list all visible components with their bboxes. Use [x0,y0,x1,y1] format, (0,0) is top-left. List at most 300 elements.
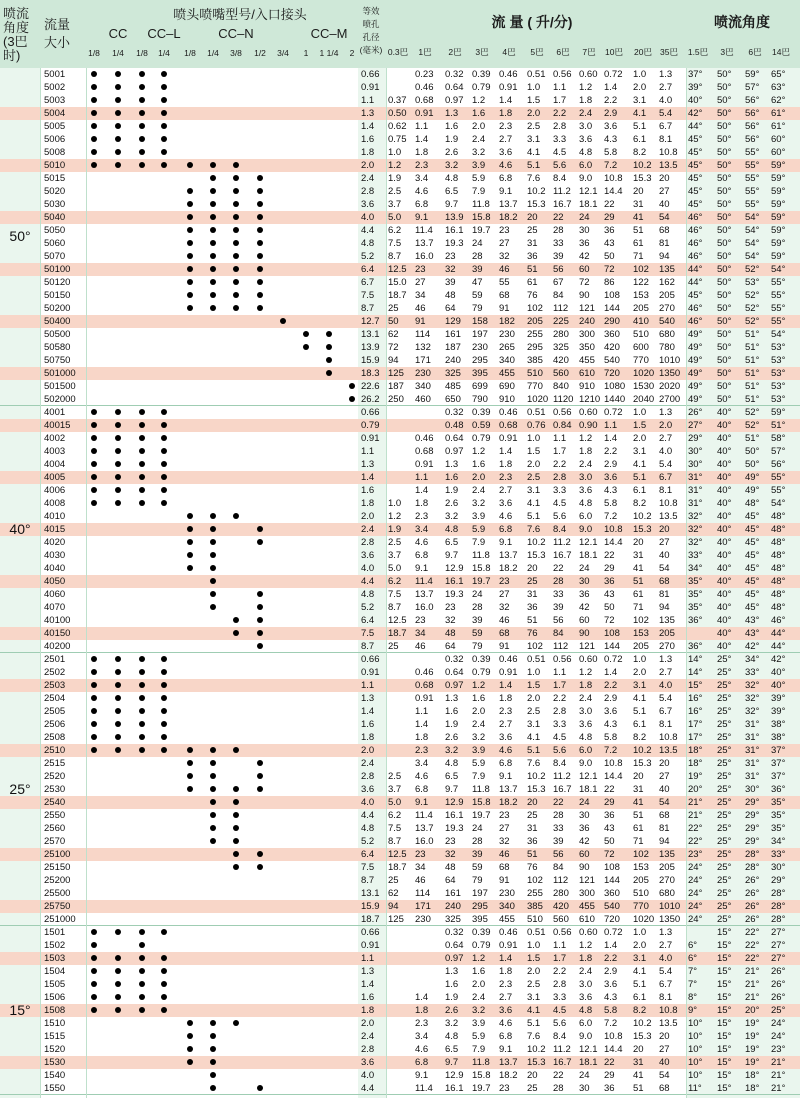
availability-dot [115,97,121,103]
table-row [0,419,800,432]
angle-cell: 53° [771,355,786,366]
angle-cell: 22° [745,927,760,938]
flow-cell: 295 [472,355,488,366]
flow-cell: 325 [445,914,461,925]
flow-cell: 6.2 [388,576,402,587]
angle-cell: 33° [771,849,786,860]
flow-cell: 36 [527,602,538,613]
angle-cell: 45° [688,160,703,171]
flow-cell: 8.4 [553,173,567,184]
flow-cell: 90 [579,862,590,873]
flow-cell: 12.1 [579,771,598,782]
angle-cell: 45° [745,550,760,561]
flow-cell: 144 [604,875,620,886]
angle-cell: 53° [771,381,786,392]
flow-cell: 29 [604,1070,615,1081]
availability-dot [161,474,167,480]
flow-cell: 25 [527,810,538,821]
flow-cell: 12.1 [579,537,598,548]
flow-cell: 10.2 [633,160,652,171]
flow-cell: 24 [579,1070,590,1081]
flow-cell: 420 [553,901,569,912]
availability-dot [210,1072,216,1078]
flow-cell: 3.6 [579,485,593,496]
availability-dot [233,747,239,753]
flow-cell: 240 [445,901,461,912]
flow-cell: 84 [553,290,564,301]
availability-dot [161,136,167,142]
flow-cell: 1.5 [527,446,541,457]
flow-cell: 0.60 [579,407,598,418]
flow-cell: 4.8 [445,524,459,535]
flow-cell: 1.9 [445,719,459,730]
availability-dot [210,825,216,831]
flow-cell: 20 [527,1070,538,1081]
flow-cell: 11.8 [472,550,490,561]
flow-cell: 3.4 [415,524,429,535]
flow-cell: 4.6 [499,511,513,522]
flow-cell: 23 [499,810,510,821]
availability-dot [233,175,239,181]
flow-size-cell: 1501 [44,927,66,938]
flow-cell: 91 [415,316,426,327]
availability-dot [115,734,121,740]
angle-column-label: (3巴 [3,34,28,49]
flow-cell: 2.9 [604,693,618,704]
angle-cell: 49° [688,329,703,340]
column-divider [686,68,687,1098]
flow-cell: 1.7 [553,953,567,964]
flow-cell: 3.2 [472,1005,486,1016]
availability-dot [161,981,167,987]
orifice-diameter-label: 孔径 [362,32,380,42]
flow-cell: 18.1 [579,784,598,795]
flow-cell: 455 [579,901,595,912]
flow-size-cell: 4001 [44,407,66,418]
flow-cell: 0.51 [527,654,546,665]
angle-cell: 15° [717,953,732,964]
angle-cell: 48° [771,576,786,587]
flow-cell: 1.3 [445,108,459,119]
flow-cell: 2.4 [472,485,486,496]
flow-cell: 15.3 [633,1031,652,1042]
flow-cell: 51 [633,225,644,236]
availability-dot [187,760,193,766]
flow-cell: 22 [553,797,564,808]
flow-size-cell: 4020 [44,537,66,548]
flow-cell: 4.6 [415,537,429,548]
flow-cell: 16.7 [553,784,572,795]
orifice-cell: 0.66 [361,69,380,80]
table-row [0,302,800,315]
angle-cell: 59° [771,173,786,184]
availability-dot [161,695,167,701]
flow-cell: 2.0 [472,979,486,990]
table-row [0,224,800,237]
flow-size-cell: 4005 [44,472,66,483]
flow-size-cell: 2515 [44,758,66,769]
flow-cell: 7.5 [388,589,402,600]
availability-dot [115,474,121,480]
availability-dot [257,201,263,207]
flow-cell: 1.8 [499,459,513,470]
angle-cell: 50° [717,173,732,184]
flow-cell: 8.4 [553,758,567,769]
angle-cell: 18° [745,1070,760,1081]
flow-cell: 19.7 [472,576,491,587]
flow-cell: 3.2 [445,1018,459,1029]
flow-cell: 41 [633,1070,644,1081]
flow-cell: 0.50 [388,108,407,119]
flow-cell: 0.39 [472,69,491,80]
availability-dot [233,227,239,233]
angle-cell: 26° [771,979,786,990]
availability-dot [91,84,97,90]
angle-cell: 25° [717,654,732,665]
flow-cell: 158 [472,316,488,327]
flow-cell: 0.51 [527,927,546,938]
flow-cell: 72 [388,342,399,353]
flow-cell: 910 [579,381,595,392]
table-row [0,822,800,835]
flow-cell: 12.1 [579,1044,598,1055]
angle-cell: 25° [717,914,732,925]
flow-cell: 2.5 [527,979,541,990]
flow-cell: 9.1 [499,537,513,548]
angle-cell: 37° [688,69,703,80]
flow-cell: 3.6 [604,979,618,990]
angle-cell: 54° [771,329,786,340]
flow-cell: 205 [659,862,675,873]
availability-dot [257,214,263,220]
flow-cell: 6.7 [659,121,673,132]
flow-cell: 205 [659,290,675,301]
angle-cell: 51° [771,420,786,431]
flow-cell: 1.3 [659,927,673,938]
angle-cell: 53° [771,368,786,379]
flow-cell: 9.1 [415,212,429,223]
flow-cell: 8.7 [388,602,402,613]
flow-size-cell: 4030 [44,550,66,561]
flow-cell: 36 [579,589,590,600]
flow-cell: 23 [445,602,456,613]
flow-size-cell: 40150 [44,628,71,639]
flow-cell: 15.3 [527,784,546,795]
flow-cell: 10.2 [527,771,546,782]
angle-cell: 55° [771,485,786,496]
flow-cell: 10.8 [659,1005,678,1016]
flow-cell: 2.7 [659,940,673,951]
angle-cell: 55° [745,186,760,197]
flow-cell: 1.2 [472,680,486,691]
flow-cell: 171 [415,355,431,366]
flow-cell: 40 [659,550,670,561]
flow-size-cell: 25750 [44,901,71,912]
flow-cell: 23 [415,264,426,275]
angle-cell: 19° [745,1018,760,1029]
table-row [0,887,800,900]
flow-cell: 4.0 [659,953,673,964]
angle-cell: 59° [771,212,786,223]
angle-cell: 35° [688,576,703,587]
flow-cell: 11.8 [472,199,490,210]
flow-cell: 41 [633,797,644,808]
angle-cell: 48° [771,602,786,613]
availability-dot [115,656,121,662]
angle-cell: 55° [771,472,786,483]
availability-dot [257,253,263,259]
flow-cell: 7.5 [388,238,402,249]
flow-cell: 0.46 [499,407,518,418]
angle-cell: 29° [771,875,786,886]
pressure-label: 7巴 [582,47,596,57]
angle-cell: 40° [717,511,732,522]
flow-cell: 22 [553,563,564,574]
availability-dot [210,539,216,545]
table-row [0,380,800,393]
flow-cell: 5.0 [388,563,402,574]
flow-size-cell: 2570 [44,836,66,847]
flow-cell: 28 [553,810,564,821]
flow-cell: 71 [633,251,644,262]
flow-cell: 12.1 [579,186,598,197]
angle-cell: 50° [717,82,732,93]
availability-dot [115,682,121,688]
angle-cell: 27° [771,940,786,951]
angle-cell: 51° [745,368,760,379]
flow-cell: 3.6 [579,992,593,1003]
table-row [0,991,800,1004]
flow-cell: 11.8 [472,784,490,795]
table-row [0,848,800,861]
flow-cell: 1.2 [472,446,486,457]
angle-pressure-label: 6巴 [748,47,762,57]
table-row [0,276,800,289]
angle-cell: 48° [771,524,786,535]
orifice-cell: 2.8 [361,186,375,197]
angle-cell: 40° [717,407,732,418]
flow-cell: 1.6 [472,693,486,704]
availability-dot [139,409,145,415]
flow-cell: 1.0 [633,407,647,418]
availability-dot [161,955,167,961]
flow-cell: 4.6 [415,186,429,197]
availability-dot [161,435,167,441]
angle-cell: 31° [688,485,703,496]
flow-cell: 28 [472,251,483,262]
flow-cell: 340 [415,381,431,392]
flow-cell: 25 [388,641,399,652]
flow-cell: 1.0 [388,498,402,509]
inlet-size-label: 1/4 [112,48,124,58]
availability-dot [210,266,216,272]
angle-cell: 25° [717,693,732,704]
flow-cell: 32 [499,836,510,847]
flow-cell: 3.3 [553,992,567,1003]
flow-cell: 5.9 [472,173,486,184]
angle-cell: 61° [771,108,786,119]
flow-cell: 8.2 [633,732,647,743]
availability-dot [233,838,239,844]
flow-cell: 780 [659,342,675,353]
angle-cell: 15° [717,1005,732,1016]
table-row [0,575,800,588]
flow-cell: 1.4 [604,82,618,93]
flow-cell: 23 [499,1083,510,1094]
nozzle-group-label: CC–L [147,26,181,41]
angle-cell: 25° [771,1005,786,1016]
angle-cell: 40° [717,524,732,535]
flow-cell: 485 [445,381,461,392]
flow-cell: 187 [388,381,404,392]
flow-cell: 8.2 [633,1005,647,1016]
angle-cell: 51° [745,433,760,444]
flow-size-cell: 2510 [44,745,66,756]
flow-cell: 1.4 [499,95,513,106]
orifice-cell: 4.8 [361,589,375,600]
angle-cell: 50° [717,290,732,301]
pressure-label: 10巴 [605,47,623,57]
angle-cell: 29° [745,836,760,847]
flow-cell: 43 [604,823,615,834]
flow-cell: 4.8 [445,758,459,769]
orifice-cell: 6.4 [361,264,375,275]
flow-cell: 240 [445,355,461,366]
flow-size-cell: 251000 [44,914,76,925]
flow-size-cell: 1550 [44,1083,66,1094]
flow-cell: 79 [472,641,483,652]
flow-cell: 18.1 [579,1057,598,1068]
flow-cell: 122 [633,277,649,288]
flow-cell: 18.2 [499,563,518,574]
flow-cell: 3.0 [579,979,593,990]
angle-cell: 53° [771,394,786,405]
availability-dot [210,292,216,298]
flow-cell: 0.60 [579,654,598,665]
availability-dot [257,240,263,246]
angle-cell: 30° [771,862,786,873]
availability-dot [257,604,263,610]
flow-cell: 16.7 [553,1057,572,1068]
flow-size-cell: 4050 [44,576,66,587]
flow-cell: 6.8 [415,550,429,561]
flow-cell: 205 [527,316,543,327]
flow-cell: 162 [659,277,675,288]
angle-cell: 45° [688,173,703,184]
flow-cell: 56 [553,264,564,275]
flow-cell: 3.0 [579,472,593,483]
availability-dot [161,422,167,428]
flow-cell: 36 [604,225,615,236]
availability-dot [349,383,355,389]
flow-cell: 50 [604,251,615,262]
flow-cell: 2.2 [553,693,567,704]
flow-cell: 6.5 [445,1044,459,1055]
angle-cell: 17° [688,732,703,743]
angle-cell: 18° [688,745,703,756]
inlet-size-label: 1/8 [136,48,148,58]
angle-cell: 50° [717,238,732,249]
flow-cell: 121 [579,875,595,886]
flow-cell: 1.2 [472,953,486,964]
flow-cell: 102 [633,849,649,860]
flow-cell: 510 [633,329,649,340]
flow-cell: 5.1 [527,1018,541,1029]
flow-cell: 2.3 [499,121,513,132]
availability-dot [115,448,121,454]
orifice-cell: 7.5 [361,628,375,639]
angle-cell: 33° [745,667,760,678]
flow-cell: 2.0 [527,693,541,704]
flow-cell: 0.91 [499,82,518,93]
flow-cell: 102 [633,264,649,275]
flow-cell: 10.8 [604,758,623,769]
flow-size-cell: 2505 [44,706,66,717]
availability-dot [303,331,309,337]
flow-cell: 12.9 [445,1070,464,1081]
table-row [0,1017,800,1030]
flow-cell: 4.8 [579,498,593,509]
orifice-cell: 1.1 [361,680,375,691]
availability-dot [210,1085,216,1091]
flow-cell: 600 [633,342,649,353]
angle-cell: 42° [771,654,786,665]
group-angle-label: 50° [9,228,31,244]
flow-cell: 3.1 [527,485,541,496]
flow-cell: 68 [659,1083,670,1094]
availability-dot [257,773,263,779]
angle-cell: 50° [745,459,760,470]
flow-size-cell: 50400 [44,316,71,327]
flow-cell: 40 [659,1057,670,1068]
angle-cell: 40° [717,641,732,652]
availability-dot [233,253,239,259]
flow-cell: 325 [553,342,569,353]
angle-cell: 51° [745,355,760,366]
flow-cell: 24 [579,797,590,808]
angle-cell: 51° [745,381,760,392]
angle-cell: 56° [745,134,760,145]
flow-cell: 12.5 [388,264,407,275]
flow-cell: 510 [527,914,543,925]
availability-dot [187,539,193,545]
flow-cell: 54 [659,212,670,223]
flow-cell: 3.4 [415,173,429,184]
flow-cell: 3.9 [472,745,486,756]
angle-cell: 40° [771,667,786,678]
table-row [0,900,800,913]
availability-dot [210,214,216,220]
angle-cell: 40° [717,589,732,600]
flow-cell: 4.1 [527,732,541,743]
availability-dot [210,188,216,194]
availability-dot [161,110,167,116]
angle-cell: 21° [745,992,760,1003]
availability-dot [210,812,216,818]
flow-cell: 6.8 [499,524,513,535]
angle-cell: 45° [745,602,760,613]
flow-cell: 1.1 [553,433,567,444]
flow-cell: 108 [604,628,620,639]
flow-cell: 7.2 [604,1018,618,1029]
flow-cell: 19.7 [472,225,491,236]
flow-cell: 680 [659,329,675,340]
flow-cell: 15.3 [633,173,652,184]
pressure-label: 5巴 [530,47,544,57]
flow-cell: 2.0 [527,966,541,977]
flow-cell: 20 [527,797,538,808]
angle-cell: 21° [771,1083,786,1094]
